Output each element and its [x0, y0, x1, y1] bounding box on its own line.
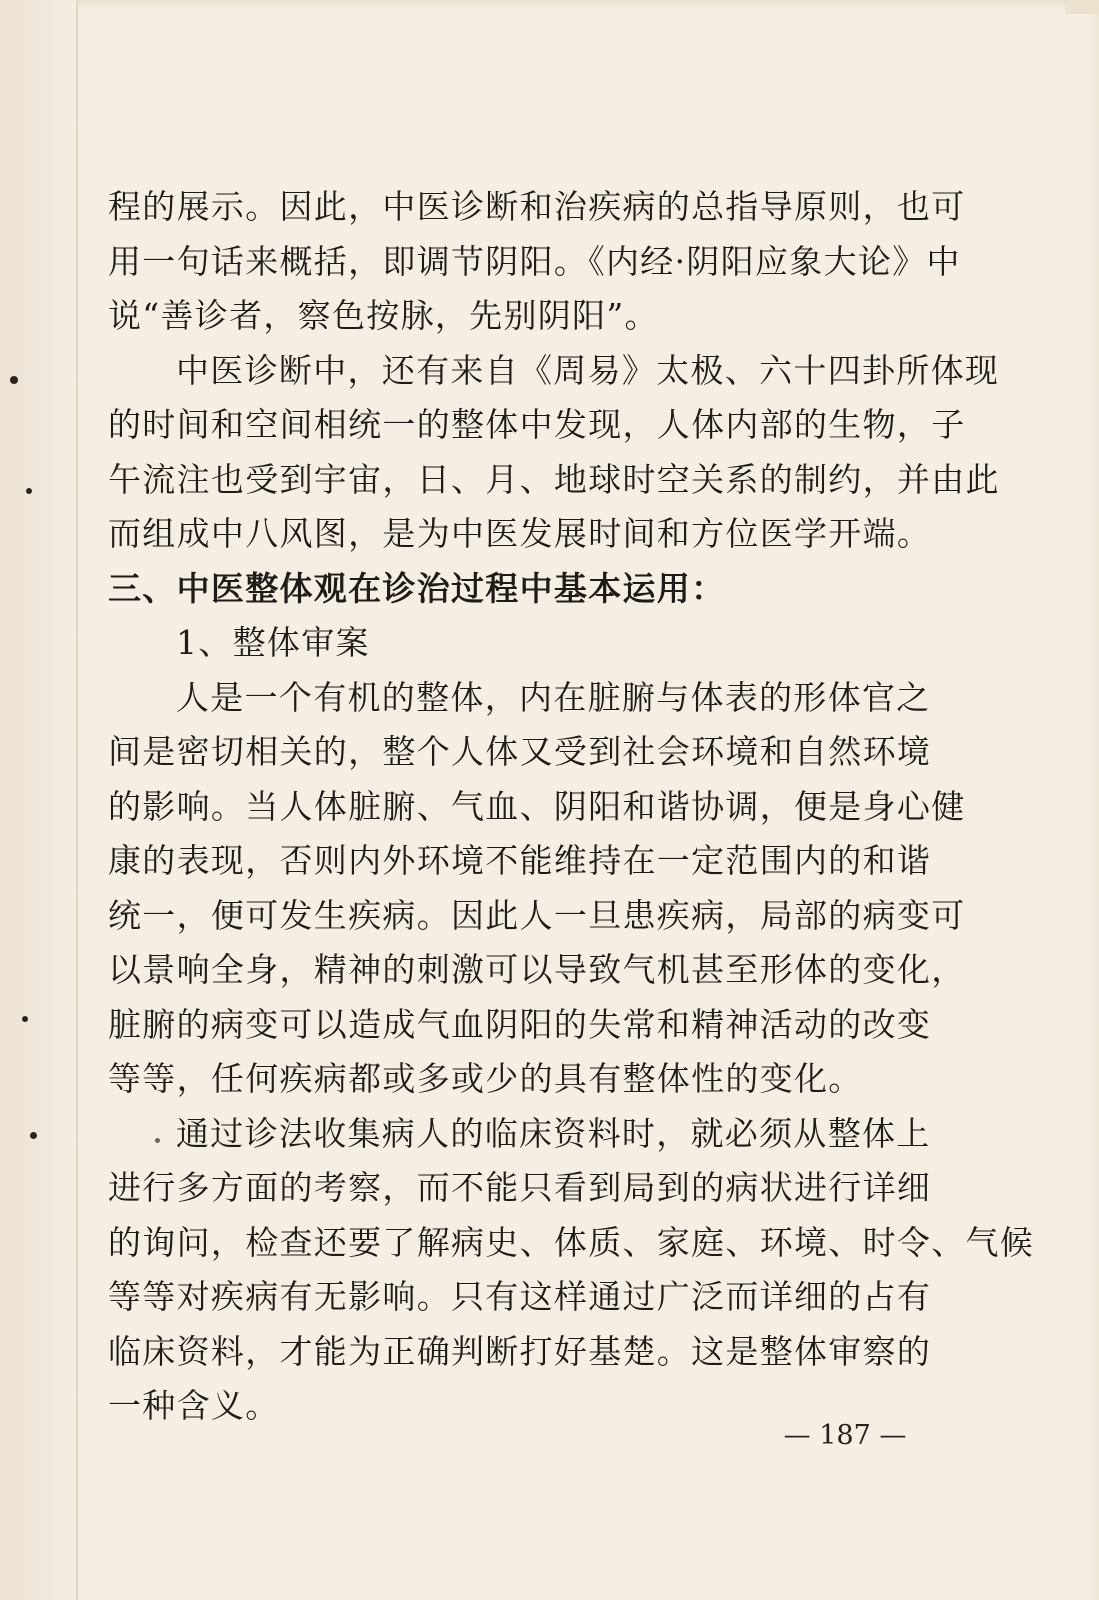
- paragraph-line: 进行多方面的考察，而不能只看到局到的病状进行详细: [108, 1168, 932, 1207]
- paragraph-line: 而组成中八风图，是为中医发展时间和方位医学开端。: [108, 514, 932, 553]
- paragraph-line: 康的表现，否则内外环境不能维持在一定范围内的和谐: [108, 841, 932, 880]
- paragraph-line: 脏腑的病变可以造成气血阴阳的失常和精神活动的改变: [108, 1004, 932, 1044]
- page-body-text: [108, 180, 1035, 1434]
- punch-hole-mark: [10, 376, 18, 384]
- top-edge-shadow: [78, 0, 1099, 10]
- paragraph-line: 说“善诊者，察色按脉，先别阴阳”。: [108, 296, 659, 335]
- section-heading: 三、中医整体观在诊治过程中基本运用：: [108, 568, 726, 608]
- paragraph-line: 午流注也受到宇宙，日、月、地球时空关系的制约，并由此: [108, 459, 1000, 499]
- paragraph-line: 人是一个有机的整体，内在脏腑与体表的形体官之: [176, 677, 931, 717]
- paragraph-line: 临床资料，才能为正确判断打好基楚。这是整体审察的: [108, 1331, 932, 1371]
- paragraph-line: 一种含义。: [108, 1386, 280, 1425]
- punch-hole-mark: [30, 1132, 37, 1139]
- binding-edge: [0, 0, 78, 1600]
- paragraph-line: 用一句话来概括，即调节阴阳。《内经·阴阳应象大论》中: [108, 241, 961, 281]
- page-number: — 187 —: [783, 1420, 907, 1451]
- paragraph-line: 程的展示。因此，中医诊断和治疾病的总指导原则，也可: [108, 187, 966, 226]
- punch-hole-mark: [22, 1016, 28, 1022]
- right-page-edge: [1087, 0, 1099, 1600]
- binding-fold-line: [76, 0, 78, 1600]
- paragraph-line: 通过诊法收集病人的临床资料时，就必须从整体上: [176, 1113, 931, 1153]
- paragraph-line: 等等，任何疾病都或多或少的具有整体性的变化。: [108, 1059, 863, 1098]
- paragraph-line: 以景响全身，精神的刺激可以导致气机甚至形体的变化，: [108, 950, 966, 989]
- paragraph-line: 的询问，检查还要了解病史、体质、家庭、环境、时令、气候: [108, 1222, 1035, 1262]
- subsection-heading: 1、整体审案: [176, 623, 370, 662]
- paragraph-line: 等等对疾病有无影响。只有这样通过广泛而详细的占有: [108, 1277, 932, 1316]
- paragraph-line: 间是密切相关的，整个人体又受到社会环境和自然环境: [108, 732, 932, 771]
- paragraph-line: 的时间和空间相统一的整体中发现，人体内部的生物，子: [108, 405, 966, 444]
- paragraph-line: 统一，便可发生疾病。因此人一旦患疾病，局部的病变可: [108, 895, 966, 935]
- paragraph-line: 的影响。当人体脏腑、气血、阴阳和谐协调，便是身心健: [108, 786, 966, 826]
- paragraph-line: 中医诊断中，还有来自《周易》太极、六十四卦所体现: [176, 350, 1000, 390]
- punch-hole-mark: [26, 488, 32, 494]
- corner-stain: [1065, 0, 1099, 14]
